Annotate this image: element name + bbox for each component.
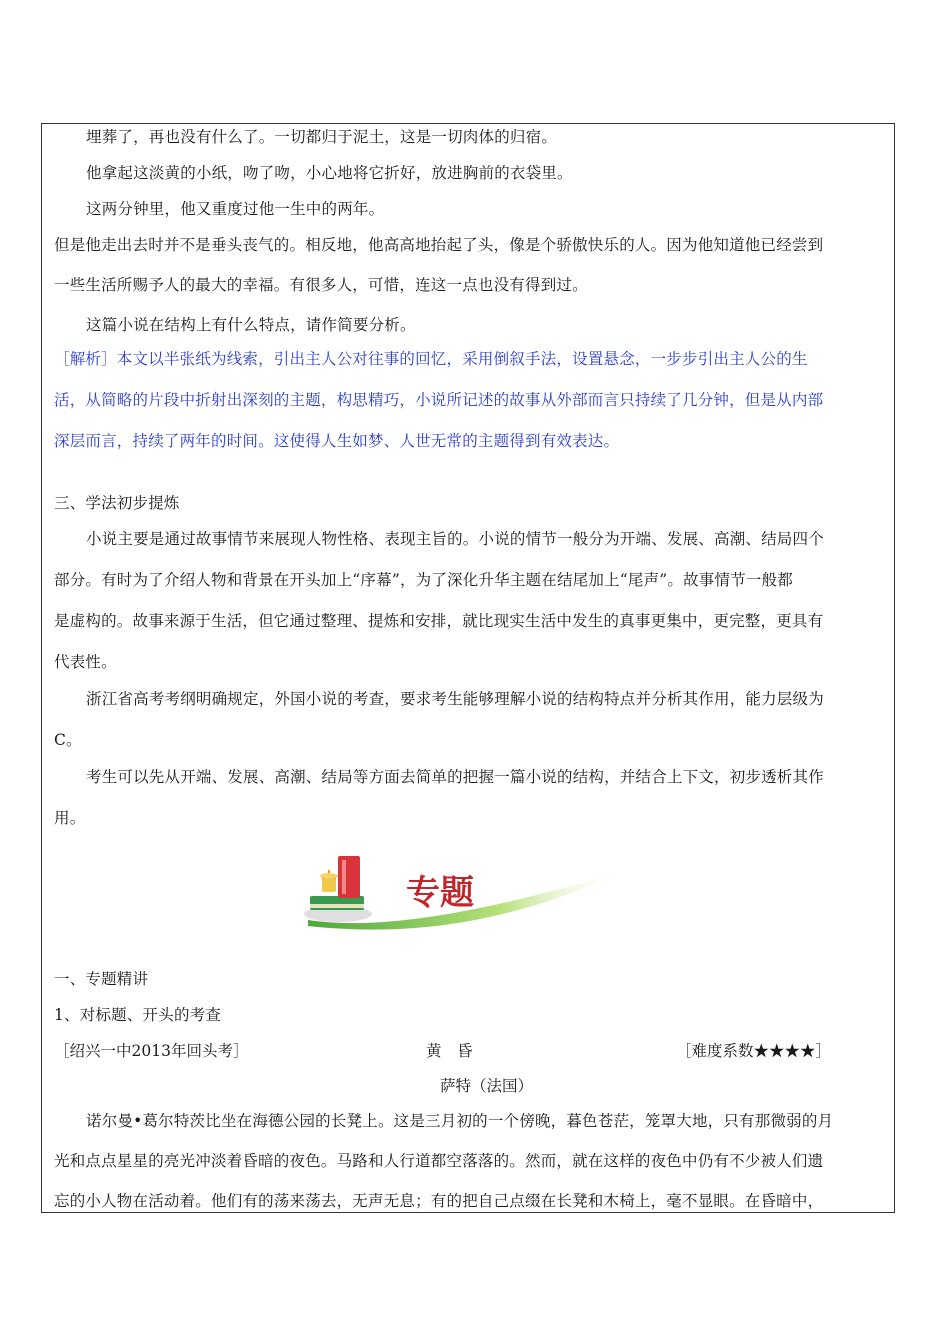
analysis-line: 活，从简略的片段中折射出深刻的主题，构思精巧，小说所记述的故事从外部而言只持续了几分钟，但是从内部: [54, 391, 824, 409]
method-line: C。: [54, 731, 82, 749]
story-line: 光和点点星星的亮光冲淡着昏暗的夜色。马路和人行道都空落落的。然而，就在这样的夜色中仍有不少被人们遗: [54, 1152, 824, 1170]
topic-heading: 1、对标题、开头的考查: [54, 1006, 222, 1024]
banner-label: 专题: [406, 873, 474, 913]
question-text-line: 但是他走出去时并不是垂头丧气的。相反地，他高高地抬起了头，像是个骄傲快乐的人。因为他知道他已经尝到: [54, 236, 824, 254]
method-line: 代表性。: [54, 653, 117, 671]
story-line: 忘的小人物在活动着。他们有的荡来荡去，无声无息；有的把自己点缀在长凳和木椅上，毫不显眼。在昏暗中，: [54, 1192, 824, 1210]
analysis-line: 深层而言，持续了两年的时间。这使得人生如梦、人世无常的主题得到有效表达。: [54, 432, 620, 450]
method-line: 浙江省高考考纲明确规定，外国小说的考查，要求考生能够理解小说的结构特点并分析其作用，能力层级为: [86, 690, 824, 708]
topic-banner: [298, 848, 638, 934]
question-text-line: 他拿起这淡黄的小纸，吻了吻，小心地将它折好，放进胸前的衣袋里。: [86, 164, 573, 182]
question-text-line: 这篇小说在结构上有什么特点，请作简要分析。: [86, 316, 416, 334]
topic-heading: 一、专题精讲: [54, 970, 149, 988]
question-text-line: 一些生活所赐予人的最大的幸福。有很多人，可惜，连这一点也没有得到过。: [54, 276, 588, 294]
question-text-line: 埋葬了，再也没有什么了。一切都归于泥土，这是一切肉体的归宿。: [86, 128, 558, 146]
books-cup-icon: [298, 848, 638, 934]
analysis-line: ［解析］本文以半张纸为线索，引出主人公对往事的回忆，采用倒叙手法，设置悬念，一步步引出主人公的生: [54, 350, 808, 368]
exam-source: ［绍兴一中2013年回头考］: [54, 1042, 249, 1060]
method-line: 是虚构的。故事来源于生活，但它通过整理、提炼和安排，就比现实生活中发生的真事更集中，更完整，更具有: [54, 612, 824, 630]
method-line: 部分。有时为了介绍人物和背景在开头加上“序幕”，为了深化升华主题在结尾加上“尾声”。故事情节一般都: [54, 571, 793, 589]
method-line: 三、学法初步提炼: [54, 494, 180, 512]
method-line: 用。: [54, 809, 86, 827]
story-author: 萨特（法国）: [440, 1077, 534, 1095]
method-line: 小说主要是通过故事情节来展现人物性格、表现主旨的。小说的情节一般分为开端、发展、高潮、结局四个: [86, 530, 824, 548]
story-line: 诺尔曼•葛尔特茨比坐在海德公园的长凳上。这是三月初的一个傍晚，暮色苍茫，笼罩大地，只有那微弱的月: [86, 1112, 834, 1130]
method-line: 考生可以先从开端、发展、高潮、结局等方面去简单的把握一篇小说的结构，并结合上下文，初步透析其作: [86, 768, 824, 786]
story-title: 黄 昏: [426, 1042, 473, 1060]
question-text-line: 这两分钟里，他又重度过他一生中的两年。: [86, 200, 385, 218]
difficulty-rating: ［难度系数★★★★］: [676, 1042, 832, 1060]
